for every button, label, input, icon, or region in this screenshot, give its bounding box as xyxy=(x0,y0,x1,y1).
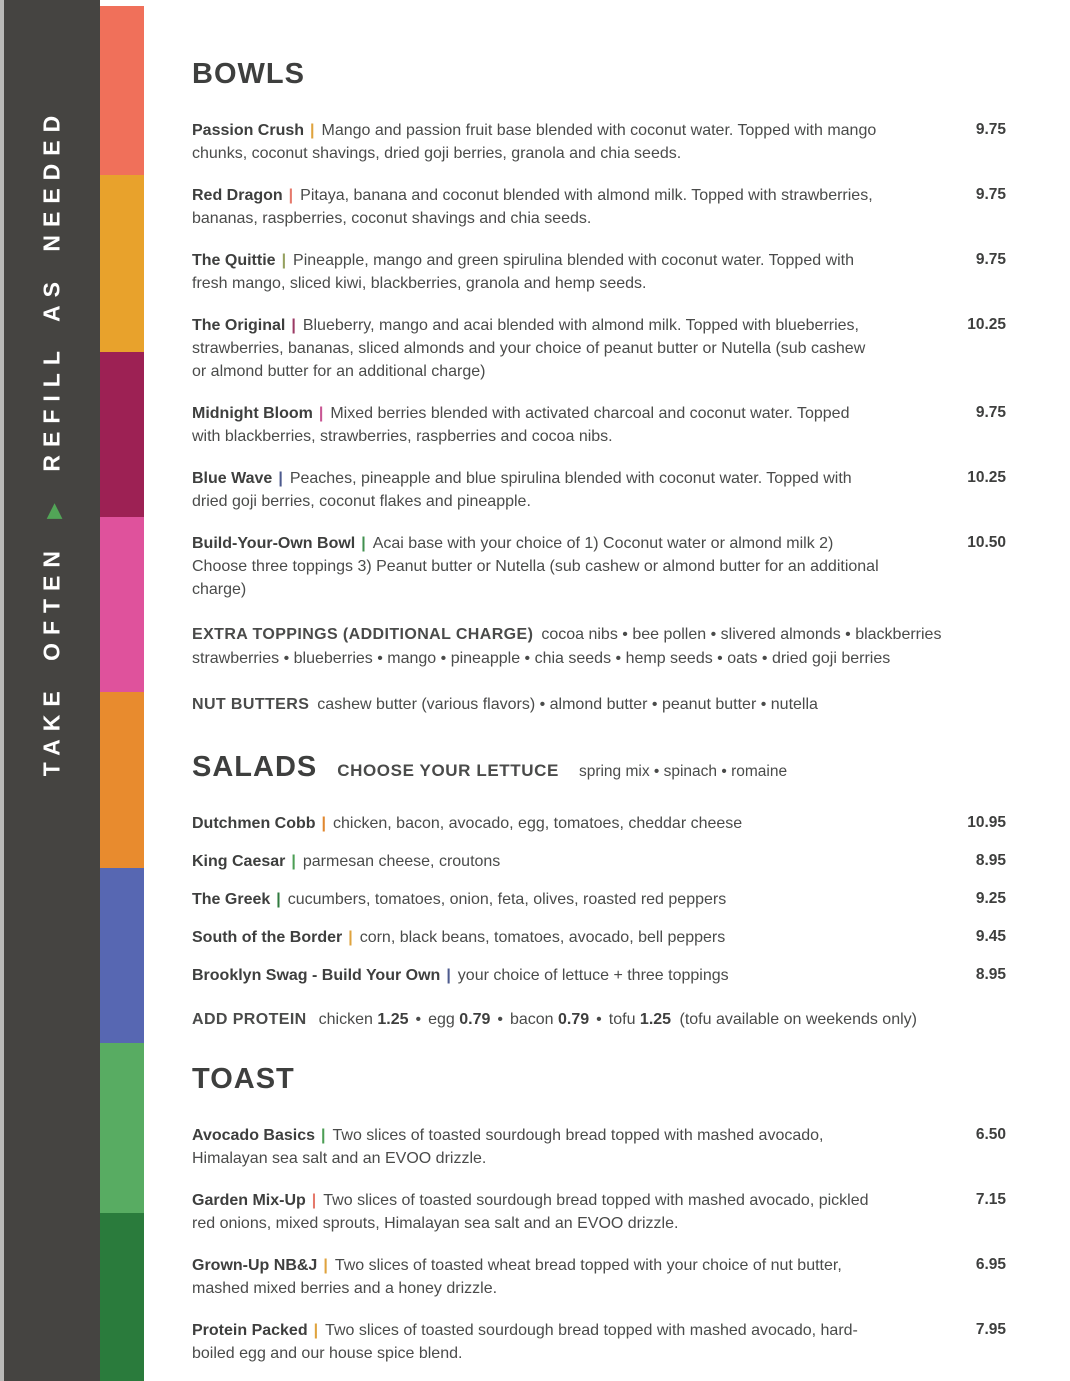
stripe-dark-green xyxy=(100,1213,144,1381)
menu-item xyxy=(192,119,1006,165)
item-pipe-separator: | xyxy=(288,187,294,204)
item-price: 9.75 xyxy=(975,186,1006,203)
item-description: parmesan cheese, croutons xyxy=(302,853,501,870)
menu-item-text xyxy=(192,402,882,448)
item-price: 6.50 xyxy=(975,1126,1006,1143)
item-name: King Caesar xyxy=(192,853,286,870)
add-protein-line xyxy=(192,1011,1006,1029)
item-pipe-separator: | xyxy=(321,815,327,832)
menu-item xyxy=(192,812,1006,835)
item-description: corn, black beans, tomatoes, avocado, bell peppers xyxy=(359,929,726,946)
item-description: Peaches, pineapple and blue spirulina blended with coconut water. Topped with dried goji berries, coconut flakes and pineapple. xyxy=(192,470,852,510)
extra-toppings-label: EXTRA TOPPINGS (ADDITIONAL CHARGE) xyxy=(192,626,534,643)
bowls-items xyxy=(192,119,1006,601)
item-pipe-separator: | xyxy=(321,1127,326,1144)
item-pipe-separator: | xyxy=(313,1322,319,1339)
item-name: South of the Border xyxy=(192,929,343,946)
menu-item xyxy=(192,1254,1006,1300)
sidebar-vertical-text xyxy=(39,108,66,776)
menu-item-text xyxy=(192,467,882,513)
item-description: Two slices of toasted wheat bread topped with your choice of nut butter, mashed mixed berries and a honey drizzle. xyxy=(192,1257,842,1297)
nut-butters-note xyxy=(192,693,1006,717)
section-toast xyxy=(192,1063,1006,1365)
item-pipe-separator: | xyxy=(446,967,451,984)
item-pipe-separator: | xyxy=(278,470,283,487)
item-name: Midnight Bloom xyxy=(192,405,313,422)
item-price: 10.25 xyxy=(967,316,1006,333)
item-description: Two slices of toasted sourdough bread topped with mashed avocado, Himalayan sea salt and an EVOO drizzle. xyxy=(192,1127,824,1167)
nut-butters-label: NUT BUTTERS xyxy=(192,696,310,713)
item-name: Build-Your-Own Bowl xyxy=(192,535,356,552)
protein-option-egg: egg 0.79 xyxy=(428,1011,491,1028)
menu-item xyxy=(192,850,1006,873)
salads-title: SALADS xyxy=(192,751,318,783)
protein-option-bacon: bacon 0.79 xyxy=(509,1011,590,1028)
toast-title: TOAST xyxy=(192,1063,295,1095)
stripe-coral xyxy=(100,6,144,175)
item-description: Blueberry, mango and acai blended with almond milk. Topped with blueberries, strawberries, bananas, sliced almonds and your choice of peanut butter or Nutella (sub cashew or almond butter for an additional charge) xyxy=(192,317,866,380)
item-price: 8.95 xyxy=(975,966,1006,983)
item-description: Two slices of toasted sourdough bread topped with mashed avocado, hard-boiled egg and our house spice blend. xyxy=(192,1322,858,1362)
item-price: 6.95 xyxy=(975,1256,1006,1273)
item-name: Passion Crush xyxy=(192,122,305,139)
bullet-separator: • xyxy=(415,1011,422,1028)
item-description: Mango and passion fruit base blended with coconut water. Topped with mango chunks, coconut shavings, dried goji berries, granola and chia seeds. xyxy=(192,122,877,162)
menu-item-text xyxy=(192,964,882,987)
menu-item-text xyxy=(192,1189,882,1235)
nut-butters-list: cashew butter (various flavors) • almond butter • peanut butter • nutella xyxy=(317,696,818,713)
menu-item xyxy=(192,402,1006,448)
item-pipe-separator: | xyxy=(276,891,281,908)
menu-item-text xyxy=(192,1319,882,1365)
item-pipe-separator: | xyxy=(310,122,315,139)
extra-toppings-note xyxy=(192,623,1006,671)
salads-items xyxy=(192,812,1006,987)
item-price: 9.75 xyxy=(975,404,1006,421)
item-name: Garden Mix-Up xyxy=(192,1192,306,1209)
section-bowls xyxy=(192,58,1006,717)
menu-item xyxy=(192,314,1006,383)
protein-option-tofu: tofu 1.25 xyxy=(608,1011,672,1028)
menu-item-text xyxy=(192,119,882,165)
item-description: Pineapple, mango and green spirulina blended with coconut water. Topped with fresh mango, sliced kiwi, blackberries, granola and hemp seeds. xyxy=(192,252,855,292)
menu-item xyxy=(192,1189,1006,1235)
item-description: Mixed berries blended with activated charcoal and coconut water. Topped with blackberries, strawberries, raspberries and cocoa nibs. xyxy=(192,405,850,445)
menu-item xyxy=(192,1124,1006,1170)
choose-lettuce-label: CHOOSE YOUR LETTUCE xyxy=(337,761,559,780)
protein-note: (tofu available on weekends only) xyxy=(675,1011,917,1028)
extra-toppings-list: cocoa nibs • bee pollen • slivered almonds • blackberries strawberries • blueberries • mango • pineapple • chia seeds • hemp seeds • oats • dried goji berries xyxy=(192,626,942,667)
lettuce-options: spring mix • spinach • romaine xyxy=(578,763,788,780)
menu-item-text xyxy=(192,1124,882,1170)
item-pipe-separator: | xyxy=(281,252,287,269)
item-name: The Original xyxy=(192,317,286,334)
item-price: 7.15 xyxy=(975,1191,1006,1208)
item-name: Protein Packed xyxy=(192,1322,308,1339)
protein-options xyxy=(319,1011,917,1028)
menu-item xyxy=(192,888,1006,911)
bullet-separator: • xyxy=(497,1011,503,1028)
item-price: 8.95 xyxy=(975,852,1006,869)
color-stripe-column xyxy=(100,0,144,1381)
item-price: 10.95 xyxy=(967,814,1006,831)
item-price: 10.50 xyxy=(967,534,1006,551)
item-price: 7.95 xyxy=(975,1321,1006,1338)
item-price: 9.75 xyxy=(975,121,1006,138)
sidebar-text-refill: REFILL AS NEEDED xyxy=(38,107,65,472)
item-description: your choice of lettuce + three toppings xyxy=(457,967,729,984)
item-price: 10.25 xyxy=(967,469,1006,486)
stripe-light-green xyxy=(100,1043,144,1213)
item-name: Dutchmen Cobb xyxy=(192,815,316,832)
menu-item xyxy=(192,1319,1006,1365)
menu-item-text xyxy=(192,812,882,835)
bullet-separator: • xyxy=(596,1011,602,1028)
protein-option-chicken: chicken 1.25 xyxy=(318,1011,409,1028)
item-price: 9.45 xyxy=(975,928,1006,945)
add-protein-label: ADD PROTEIN xyxy=(192,1011,307,1028)
menu-item-text xyxy=(192,926,882,949)
item-name: Blue Wave xyxy=(192,470,273,487)
item-name: The Greek xyxy=(192,891,271,908)
stripe-maroon xyxy=(100,352,144,517)
item-name: Avocado Basics xyxy=(192,1127,316,1144)
menu-item-text xyxy=(192,532,882,601)
menu-item-text xyxy=(192,1254,882,1300)
up-arrow-icon: ▶ xyxy=(43,495,65,519)
item-name: Brooklyn Swag - Build Your Own xyxy=(192,967,441,984)
item-name: Red Dragon xyxy=(192,187,283,204)
item-price: 9.25 xyxy=(975,890,1006,907)
bowls-title: BOWLS xyxy=(192,58,305,90)
menu-item-text xyxy=(192,888,882,911)
menu-item xyxy=(192,249,1006,295)
sidebar-text-take-often: TAKE OFTEN xyxy=(38,542,65,777)
item-price: 9.75 xyxy=(975,251,1006,268)
salads-title-row xyxy=(192,751,1006,784)
item-description: cucumbers, tomatoes, onion, feta, olives, roasted red peppers xyxy=(287,891,727,908)
menu-item-text xyxy=(192,850,882,873)
menu-item-text xyxy=(192,249,882,295)
item-description: Pitaya, banana and coconut blended with almond milk. Topped with strawberries, bananas, raspberries, coconut shavings and chia seeds. xyxy=(192,187,873,227)
item-pipe-separator: | xyxy=(291,853,296,870)
menu-item xyxy=(192,964,1006,987)
stripe-pink xyxy=(100,517,144,692)
section-salads xyxy=(192,751,1006,1029)
stripe-blue xyxy=(100,868,144,1043)
item-description: chicken, bacon, avocado, egg, tomatoes, cheddar cheese xyxy=(333,815,743,832)
item-pipe-separator: | xyxy=(361,535,366,552)
item-pipe-separator: | xyxy=(323,1257,328,1274)
menu-item xyxy=(192,467,1006,513)
item-name: Grown-Up NB&J xyxy=(192,1257,318,1274)
item-pipe-separator: | xyxy=(291,317,296,334)
menu-item-text xyxy=(192,314,882,383)
toast-items xyxy=(192,1124,1006,1365)
menu-item-text xyxy=(192,184,882,230)
item-pipe-separator: | xyxy=(318,405,324,422)
stripe-orange xyxy=(100,692,144,868)
menu-item xyxy=(192,926,1006,949)
item-description: Acai base with your choice of 1) Coconut water or almond milk 2) Choose three toppings 3) Peanut butter or Nutella (sub cashew or almond butter for an additional charge) xyxy=(192,535,879,598)
menu-item xyxy=(192,532,1006,601)
item-description: Two slices of toasted sourdough bread topped with mashed avocado, pickled red onions, mixed sprouts, Himalayan sea salt and an EVOO drizzle. xyxy=(192,1192,869,1232)
left-sidebar xyxy=(4,0,100,1381)
stripe-amber xyxy=(100,175,144,352)
item-name: The Quittie xyxy=(192,252,276,269)
item-pipe-separator: | xyxy=(311,1192,317,1209)
menu-item xyxy=(192,184,1006,230)
menu-content xyxy=(144,0,1070,1381)
item-pipe-separator: | xyxy=(348,929,353,946)
